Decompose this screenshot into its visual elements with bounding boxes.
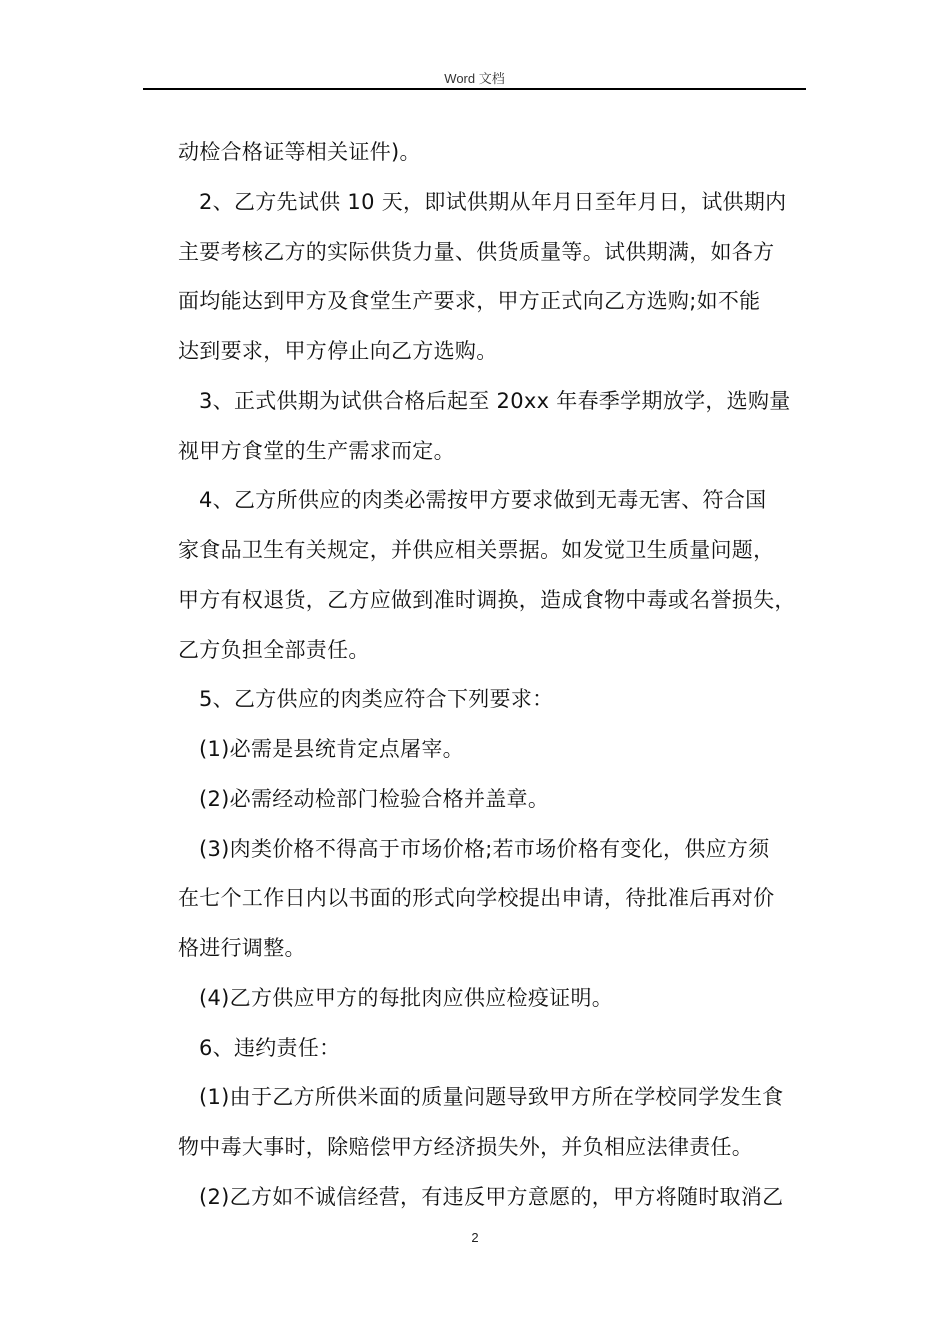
text-line: 达到要求，甲方停止向乙方选购。 xyxy=(178,339,498,363)
text-line: 在七个工作日内以书面的形式向学校提出申请，待批准后再对价 xyxy=(178,886,775,911)
text-line: (2)乙方如不诚信经营，有违反甲方意愿的，甲方将随时取消乙 xyxy=(199,1184,784,1209)
text-line: (1)必需是县统肯定点屠宰。 xyxy=(199,737,464,761)
page-number: 2 xyxy=(471,1230,479,1245)
document-body xyxy=(178,128,818,1223)
text-line: 物中毒大事时，除赔偿甲方经济损失外，并负相应法律责任。 xyxy=(178,1135,754,1159)
text-line: (3)肉类价格不得高于市场价格;若市场价格有变化，供应方须 xyxy=(199,836,770,861)
document-header: Word 文档 xyxy=(444,71,505,86)
text-line: 2、乙方先试供 10 天，即试供期从年月日至年月日，试供期内 xyxy=(199,189,787,214)
text-line: 动检合格证等相关证件)。 xyxy=(178,140,421,164)
text-line: 乙方负担全部责任。 xyxy=(178,637,370,662)
text-line: 家食品卫生有关规定，并供应相关票据。如发觉卫生质量问题， xyxy=(178,538,775,562)
text-line: 5、乙方供应的肉类应符合下列要求： xyxy=(199,687,554,712)
header-divider xyxy=(143,88,806,90)
text-line: 甲方有权退货，乙方应做到准时调换，造成食物中毒或名誉损失， xyxy=(178,587,796,612)
text-line: (2)必需经动检部门检验合格并盖章。 xyxy=(199,786,550,811)
text-line: (1)由于乙方所供米面的质量问题导致甲方所在学校同学发生食 xyxy=(199,1085,784,1110)
text-line: 主要考核乙方的实际供货力量、供货质量等。试供期满，如各方 xyxy=(178,239,775,264)
text-line: 3、正式供期为试供合格后起至 20xx 年春季学期放学，选购量 xyxy=(199,388,791,413)
text-line: (4)乙方供应甲方的每批肉应供应检疫证明。 xyxy=(199,985,614,1010)
text-line: 面均能达到甲方及食堂生产要求，甲方正式向乙方选购;如不能 xyxy=(178,289,761,314)
text-line: 格进行调整。 xyxy=(178,936,306,960)
text-line: 4、乙方所供应的肉类必需按甲方要求做到无毒无害、符合国 xyxy=(199,488,767,513)
text-line: 6、违约责任： xyxy=(199,1035,341,1060)
text-line: 视甲方食堂的生产需求而定。 xyxy=(178,438,455,463)
